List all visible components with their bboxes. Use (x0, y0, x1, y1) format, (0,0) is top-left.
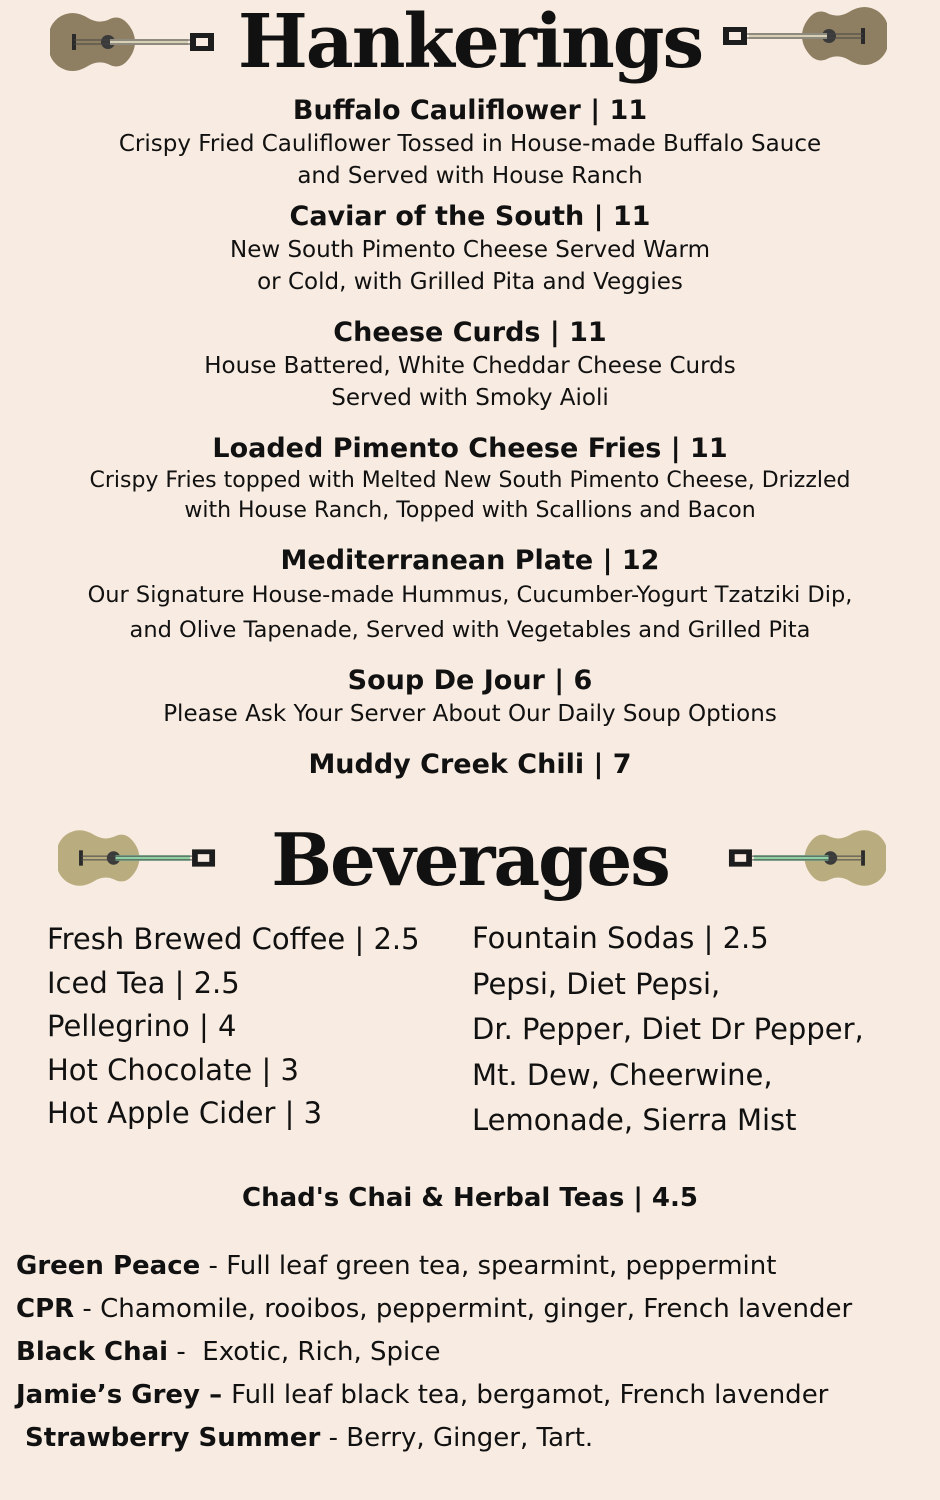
menu-item (0, 544, 940, 648)
beverages-title: Beverages (271, 817, 669, 902)
tea-separator: - (200, 1251, 227, 1281)
tea-list (16, 1245, 852, 1460)
tea-item (16, 1417, 852, 1460)
tea-item (16, 1245, 852, 1288)
beverage-item: Fresh Brewed Coffee | 2.5 (47, 922, 420, 956)
menu-item (0, 316, 940, 414)
tea-heading: Chad's Chai & Herbal Teas | 4.5 (242, 1183, 698, 1213)
hankerings-list (0, 92, 940, 782)
tea-description: Full leaf black tea, bergamot, French lavender (231, 1380, 829, 1410)
menu-item (0, 94, 940, 192)
tea-name: Strawberry Summer (16, 1423, 321, 1453)
beverage-item: Pellegrino | 4 (47, 1009, 237, 1043)
beverages-right-column (472, 916, 864, 1144)
item-name: Caviar of the South | 11 (289, 201, 651, 232)
tea-item (16, 1288, 852, 1331)
tea-separator: - (74, 1294, 101, 1324)
tea-description: Exotic, Rich, Spice (202, 1337, 441, 1367)
item-name: Buffalo Cauliflower | 11 (292, 95, 648, 126)
item-description: Our Signature House-made Hummus, Cucumber-Yogurt Tzatziki Dip, and Olive Tapenade, Served with Vegetables and Grilled Pita (87, 582, 853, 643)
beverages-left-column (47, 918, 420, 1136)
beverage-item: Lemonade, Sierra Mist (472, 1103, 797, 1137)
tea-item (16, 1331, 852, 1374)
beverage-item: Mt. Dew, Cheerwine, (472, 1057, 773, 1092)
menu-item (0, 748, 940, 782)
ukulele-icon (722, 4, 887, 68)
tea-description: Full leaf green tea, spearmint, peppermint (226, 1251, 777, 1281)
item-description: House Battered, White Cheddar Cheese Curds Served with Smoky Aioli (204, 353, 736, 411)
tea-separator: - (168, 1337, 203, 1367)
tea-description: Berry, Ginger, Tart. (346, 1423, 594, 1453)
beverage-item: Fountain Sodas | 2.5 (472, 921, 769, 955)
tea-name: Black Chai (16, 1337, 169, 1367)
tea-name: CPR (16, 1294, 75, 1324)
beverage-item: Pepsi, Diet Pepsi, (472, 966, 721, 1001)
menu-item (0, 664, 940, 730)
ukulele-icon (728, 826, 886, 890)
menu-item (0, 200, 940, 298)
tea-name: Green Peace (16, 1251, 201, 1281)
beverage-item: Hot Apple Cider | 3 (47, 1096, 323, 1130)
tea-separator: – (200, 1380, 232, 1410)
hankerings-title: Hankerings (237, 0, 703, 85)
item-name: Cheese Curds | 11 (333, 317, 607, 348)
item-name: Mediterranean Plate | 12 (280, 545, 660, 576)
item-name: Soup De Jour | 6 (347, 665, 593, 696)
tea-item (16, 1374, 852, 1417)
item-description: Please Ask Your Server About Our Daily Soup Options (163, 701, 777, 727)
tea-name: Jamie’s Grey (16, 1380, 201, 1410)
tea-description: Chamomile, rooibos, peppermint, ginger, French lavender (100, 1294, 853, 1324)
item-description: New South Pimento Cheese Served Warm or Cold, with Grilled Pita and Veggies (229, 237, 710, 295)
item-name: Loaded Pimento Cheese Fries | 11 (212, 433, 728, 464)
tea-separator: - (320, 1423, 347, 1453)
beverage-item: Dr. Pepper, Diet Dr Pepper, (472, 1012, 864, 1046)
beverage-item: Iced Tea | 2.5 (47, 965, 240, 1000)
item-description: Crispy Fries topped with Melted New South Pimento Cheese, Drizzled with House Ranch, Topped with Scallions and Bacon (89, 468, 851, 523)
item-description: Crispy Fried Cauliflower Tossed in House-made Buffalo Sauce and Served with House Ranch (118, 131, 822, 189)
item-name: Muddy Creek Chili | 7 (308, 749, 632, 780)
beverage-item: Hot Chocolate | 3 (47, 1052, 299, 1087)
menu-item (0, 432, 940, 526)
